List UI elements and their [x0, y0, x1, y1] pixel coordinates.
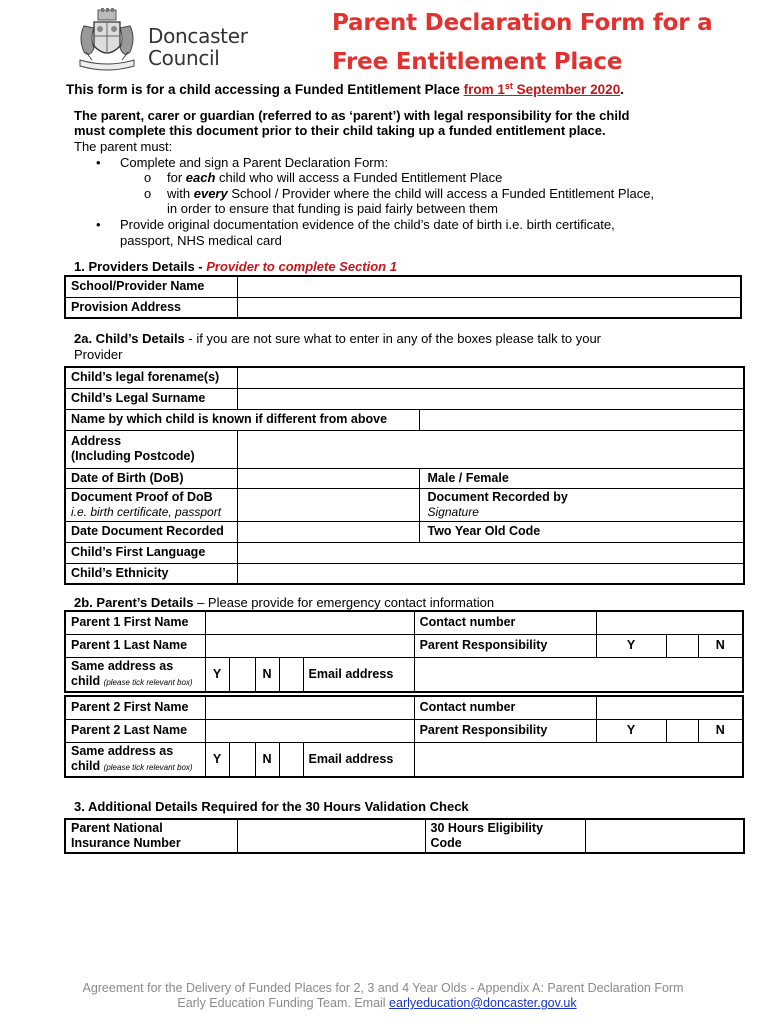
p1-first-label: Parent 1 First Name [65, 611, 205, 634]
coat-of-arms-icon [72, 8, 142, 74]
code-label-2: Code [430, 836, 462, 850]
section2b-heading-text: 2b. Parent’s Details [74, 595, 194, 610]
ni-label-1: Parent National [71, 821, 163, 835]
address-field[interactable] [237, 430, 744, 468]
date-suffix: September 2020 [512, 82, 621, 97]
footer-line2-prefix: Early Education Funding Team. Email [177, 996, 390, 1010]
footer-line1: Agreement for the Delivery of Funded Places for 2, 3 and 4 Year Olds - Appendix A: Parent Declaration Form [82, 981, 684, 995]
section3-heading: 3. Additional Details Required for the 30 Hours Validation Check [74, 799, 469, 814]
code-label-1: 30 Hours Eligibility [430, 821, 544, 835]
p2-resp-gap[interactable] [666, 719, 698, 742]
doncaster-council-logo [72, 8, 262, 74]
p2-last-label: Parent 2 Last Name [65, 719, 205, 742]
eligibility-code-label [425, 819, 585, 853]
p2-same-no-box[interactable] [279, 742, 303, 777]
sub1-text [167, 170, 502, 185]
p2-same-address-label [65, 742, 205, 777]
bullet1-text: Complete and sign a Parent Declaration Form: [120, 155, 389, 170]
p1-same-yes-box[interactable] [229, 657, 255, 692]
validation-table [64, 818, 745, 854]
parent1-table [64, 610, 744, 693]
sub2-post: School / Provider where the child will access a Funded Entitlement Place, [227, 186, 655, 201]
p1-email-label: Email address [303, 657, 414, 692]
date-recorded-field[interactable] [237, 521, 419, 542]
footer-email-link[interactable]: earlyeducation@doncaster.gov.uk [389, 996, 577, 1010]
surname-label: Child’s Legal Surname [65, 388, 237, 409]
provider-name-label: School/Provider Name [65, 276, 237, 297]
address-label-1: Address [71, 434, 122, 448]
doc-recorded-by-label [419, 488, 744, 521]
doc-proof-label [65, 488, 237, 521]
p2-last-field[interactable] [205, 719, 414, 742]
p1-same-address-1: Same address as [71, 658, 174, 673]
ni-field[interactable] [237, 819, 425, 853]
org-name-line2: Council [148, 46, 220, 70]
p2-resp-no[interactable]: N [698, 719, 743, 742]
date-sup: st [504, 81, 513, 91]
bullet-icon: • [96, 217, 101, 232]
p1-first-field[interactable] [205, 611, 414, 634]
section1-heading-note: Provider to complete Section 1 [206, 259, 397, 274]
address-label [65, 430, 237, 468]
p1-resp-no[interactable]: N [698, 634, 743, 657]
p1-contact-label: Contact number [414, 611, 596, 634]
sub-bullet-icon: o [144, 170, 152, 185]
p1-last-field[interactable] [205, 634, 414, 657]
provision-address-field[interactable] [237, 297, 741, 318]
section2a-note-line1: - if you are not sure what to enter in any of the boxes please talk to your [184, 331, 602, 346]
date-prefix: from 1 [463, 82, 505, 97]
two-year-code-label: Two Year Old Code [419, 521, 744, 542]
child-details-table [64, 366, 745, 585]
form-title-line1: Parent Declaration Form for a [332, 10, 713, 36]
eligibility-code-field[interactable] [585, 819, 744, 853]
p1-responsibility-label: Parent Responsibility [414, 634, 596, 657]
forename-label: Child’s legal forename(s) [65, 367, 237, 388]
p2-first-label: Parent 2 First Name [65, 696, 205, 719]
sub2-text [167, 186, 654, 201]
p1-same-yes[interactable]: Y [205, 657, 229, 692]
provision-address-label: Provision Address [65, 297, 237, 318]
gender-label: Male / Female [419, 468, 744, 488]
footer-line2 [0, 996, 762, 1010]
language-label: Child’s First Language [65, 542, 237, 563]
sub1-em: each [185, 170, 216, 185]
p2-same-no[interactable]: N [255, 742, 279, 777]
intro-lead-text: This form is for a child accessing a Funded Entitlement Place [66, 82, 464, 97]
p1-same-address-2: child [71, 673, 101, 688]
sub2-line2: in order to ensure that funding is paid fairly between them [167, 201, 498, 216]
form-title-line2: Free Entitlement Place [332, 49, 623, 75]
dob-field[interactable] [237, 468, 419, 488]
org-name-line1: Doncaster [148, 24, 248, 48]
signature-note: Signature [427, 504, 479, 519]
p2-first-field[interactable] [205, 696, 414, 719]
parent2-table [64, 695, 744, 778]
ethnicity-label: Child’s Ethnicity [65, 563, 237, 584]
provider-name-field[interactable] [237, 276, 741, 297]
section2a-heading [74, 331, 601, 346]
ni-label [65, 819, 237, 853]
ethnicity-field[interactable] [237, 563, 744, 584]
p1-same-no[interactable]: N [255, 657, 279, 692]
p2-same-yes[interactable]: Y [205, 742, 229, 777]
bullet2-line1: Provide original documentation evidence of the child’s date of birth i.e. birth certificate, [120, 217, 615, 232]
intro-para1-line2: must complete this document prior to their child taking up a funded entitlement place. [74, 123, 606, 138]
p1-email-field[interactable] [414, 657, 743, 692]
intro-para1-line1: The parent, carer or guardian (referred to as ‘parent’) with legal responsibility for the child [74, 108, 630, 123]
p2-resp-yes[interactable]: Y [596, 719, 666, 742]
sub2-pre: with [167, 186, 194, 201]
p2-email-label: Email address [303, 742, 414, 777]
known-as-field[interactable] [419, 409, 744, 430]
doc-proof-field[interactable] [237, 488, 419, 521]
intro-lead [66, 82, 624, 97]
bullet2-line2: passport, NHS medical card [120, 233, 282, 248]
section2b-heading-note: – Please provide for emergency contact information [193, 595, 495, 610]
doc-proof-title: Document Proof of DoB [71, 489, 213, 504]
p2-contact-field[interactable] [596, 696, 743, 719]
p2-tick-note: (please tick relevant box) [103, 762, 193, 772]
p2-same-yes-box[interactable] [229, 742, 255, 777]
section2a-heading-text: 2a. Child’s Details [74, 331, 185, 346]
sub1-pre: for [167, 170, 186, 185]
dob-label: Date of Birth (DoB) [65, 468, 237, 488]
p1-last-label: Parent 1 Last Name [65, 634, 205, 657]
p2-same-address-1: Same address as [71, 743, 174, 758]
p2-responsibility-label: Parent Responsibility [414, 719, 596, 742]
language-field[interactable] [237, 542, 744, 563]
sub2-em: every [193, 186, 228, 201]
ni-label-2: Insurance Number [71, 836, 181, 850]
section2a-note-line2: Provider [74, 347, 123, 362]
providers-table [64, 275, 742, 319]
p1-tick-note: (please tick relevant box) [103, 677, 193, 687]
intro-lead-end: . [620, 82, 624, 97]
surname-field[interactable] [237, 388, 744, 409]
p2-email-field[interactable] [414, 742, 743, 777]
section1-heading-text: 1. Providers Details - [74, 259, 207, 274]
bullet-icon: • [96, 155, 101, 170]
p1-contact-field[interactable] [596, 611, 743, 634]
p1-resp-yes[interactable]: Y [596, 634, 666, 657]
p1-resp-gap[interactable] [666, 634, 698, 657]
doc-proof-note: i.e. birth certificate, passport [71, 504, 222, 519]
doc-recorded-by-title: Document Recorded by [427, 489, 568, 504]
p2-same-address-2: child [71, 758, 101, 773]
sub-bullet-icon: o [144, 186, 152, 201]
intro-must: The parent must: [74, 139, 173, 154]
section2b-heading [74, 595, 494, 610]
intro-lead-date [464, 82, 621, 97]
sub1-post: child who will access a Funded Entitlement Place [215, 170, 503, 185]
date-recorded-label: Date Document Recorded [65, 521, 237, 542]
forename-field[interactable] [237, 367, 744, 388]
known-as-label: Name by which child is known if different from above [65, 409, 419, 430]
p1-same-no-box[interactable] [279, 657, 303, 692]
section1-heading [74, 259, 397, 274]
p1-same-address-label [65, 657, 205, 692]
p2-contact-label: Contact number [414, 696, 596, 719]
address-label-2: (Including Postcode) [71, 449, 195, 463]
